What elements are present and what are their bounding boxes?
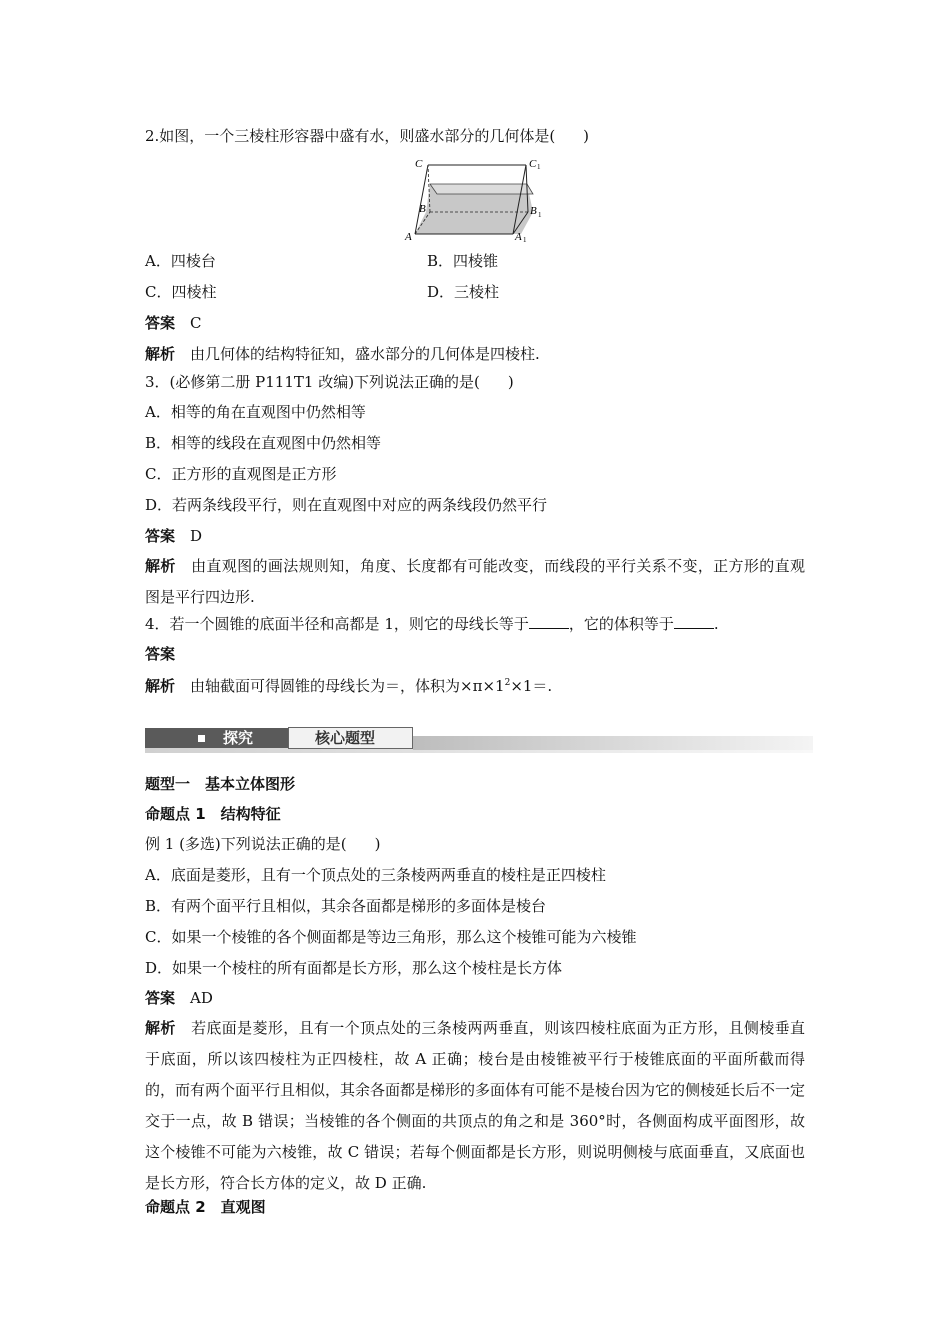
- q3-option-a: A．相等的角在直观图中仍然相等: [145, 403, 366, 421]
- section-banner: [145, 726, 813, 750]
- prism-figure: [403, 150, 563, 242]
- q2-stem: 2.如图，一个三棱柱形容器中盛有水，则盛水部分的几何体是( ): [145, 127, 590, 145]
- example-option-b: B．有两个面平行且相似，其余各面都是梯形的多面体是棱台: [145, 897, 547, 915]
- q3-option-c: C．正方形的直观图是正方形: [145, 465, 337, 483]
- q2-analysis: 解析 由几何体的结构特征知，盛水部分的几何体是四棱柱.: [145, 345, 540, 363]
- q4-stem: 4．若一个圆锥的底面半径和高都是 1，则它的母线长等于 ，它的体积等于 .: [145, 615, 719, 633]
- example-1-stem: 例 1 (多选)下列说法正确的是( ): [145, 835, 381, 853]
- point-1-title: 命题点 1 结构特征: [145, 805, 281, 823]
- q2-option-c: C．四棱柱: [145, 283, 217, 301]
- q3-option-b: B．相等的线段在直观图中仍然相等: [145, 434, 382, 452]
- label-C1: C: [529, 158, 537, 170]
- banner-square-icon: [198, 735, 205, 742]
- example-option-c: C．如果一个棱锥的各个侧面都是等边三角形，那么这个棱锥可能为六棱锥: [145, 928, 637, 946]
- banner-left-label: 探究: [223, 729, 254, 747]
- q2-option-d: D．三棱柱: [427, 283, 500, 301]
- label-C: C: [415, 158, 423, 170]
- example-option-d: D．如果一个棱柱的所有面都是长方形，那么这个棱柱是长方体: [145, 959, 563, 977]
- label-C1-sub: 1: [537, 163, 541, 171]
- q2-option-a: A．四棱台: [145, 252, 216, 270]
- banner-right-label: 核心题型: [315, 729, 376, 747]
- example-option-a: A．底面是菱形，且有一个顶点处的三条棱两两垂直的棱柱是正四棱柱: [145, 866, 606, 884]
- blank-2: [674, 614, 714, 629]
- label-A1-sub: 1: [523, 236, 527, 242]
- q4-answer: 答案: [145, 645, 176, 663]
- q2-option-b: B．四棱锥: [427, 252, 499, 270]
- label-B1-sub: 1: [538, 211, 542, 219]
- blank-1: [529, 614, 569, 629]
- label-B: B: [419, 203, 426, 215]
- type-title: 题型一 基本立体图形: [145, 775, 296, 793]
- q3-stem: 3．(必修第二册 P111T1 改编)下列说法正确的是( ): [145, 373, 514, 391]
- q2-answer: 答案 C: [145, 314, 202, 332]
- example-analysis: 解析 若底面是菱形，且有一个顶点处的三条棱两两垂直，则该四棱柱底面为正方形，且侧棱垂直于底面，所以该四棱柱为正四棱柱，故 A 正确；棱台是由棱锥被平行于棱锥底面的平面所截而得的，而有两个面平行且相似，其余各面都是梯形的多面体有可能不是棱台因为它的侧棱延长后不一定交于一点，故 B 错误；当棱锥的各个侧面的共顶点的角之和是 360°时，各侧面构成平面图形，故这个棱锥不可能为六棱锥，故 C 错误；若每个侧面都是长方形，则说明侧棱与底面垂直，又底面也是长方形，符合长方体的定义，故 D 正确.: [145, 1019, 806, 1192]
- label-A1: A: [515, 231, 522, 242]
- q3-analysis: 解析 由直观图的画法规则知，角度、长度都有可能改变，而线段的平行关系不变，正方形的直观图是平行四边形.: [145, 557, 805, 606]
- example-answer: 答案 AD: [145, 989, 213, 1007]
- water-surface: [430, 184, 533, 194]
- q3-answer: 答案 D: [145, 527, 203, 545]
- q4-analysis: 解析 由轴截面可得圆锥的母线长为＝，体积为$\times\pi\times 1^2\times 1=$.: [145, 677, 553, 695]
- point-2-title: 命题点 2 直观图: [145, 1198, 266, 1216]
- label-B1: B: [530, 205, 537, 217]
- label-A: A: [405, 231, 412, 242]
- q3-option-d: D．若两条线段平行，则在直观图中对应的两条线段仍然平行: [145, 496, 548, 514]
